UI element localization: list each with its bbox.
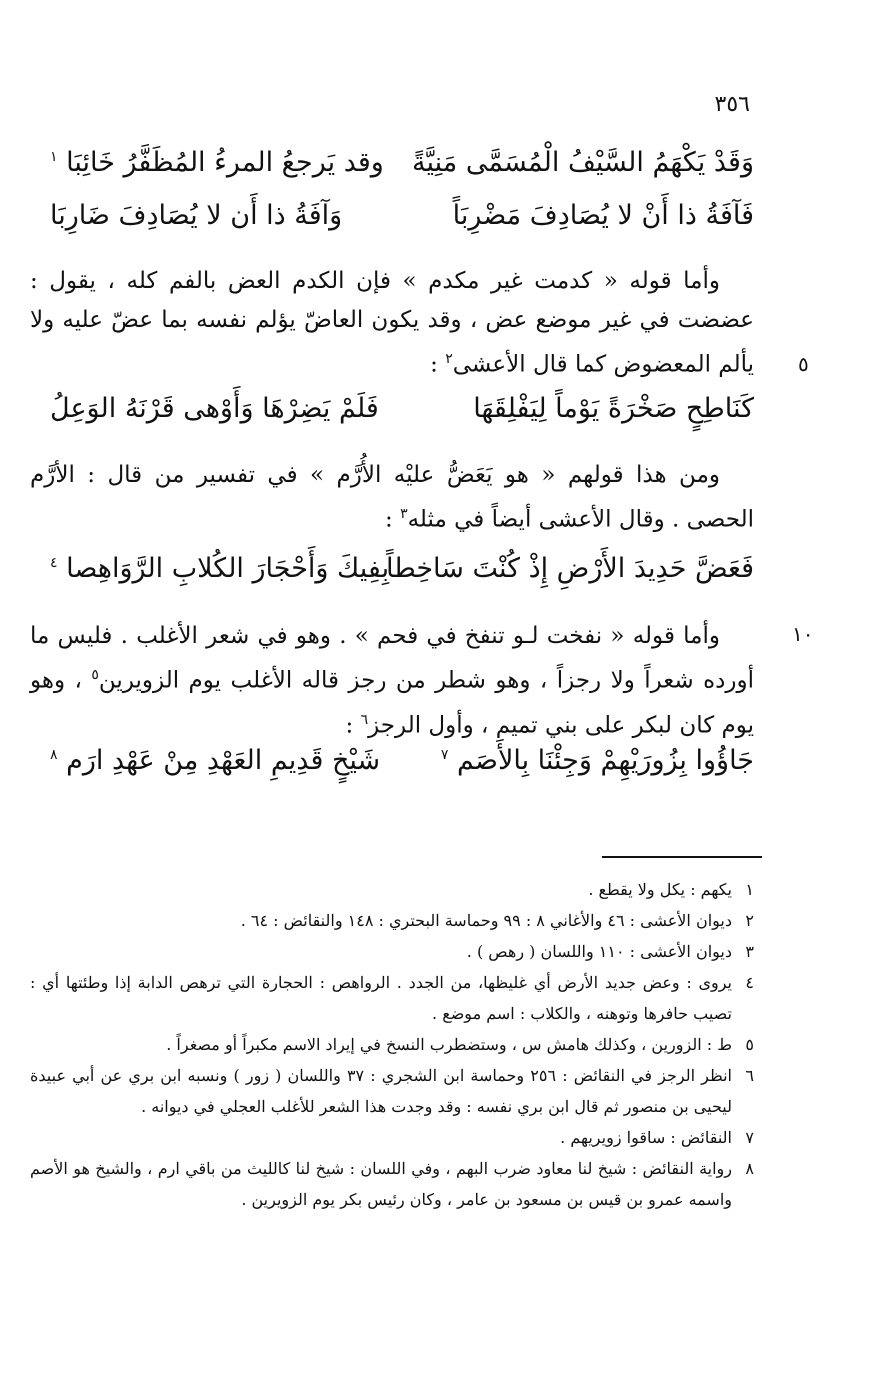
line-number-10: ١٠ xyxy=(792,622,814,646)
footnote-number: ٧ xyxy=(745,1128,754,1147)
footnote-number: ٢ xyxy=(745,911,754,930)
verse-2-first-hemistich: فَآفَةُ ذا أَنْ لا يُصَادِفَ مَضْرِبَاً xyxy=(452,200,754,231)
verse-3-first-hemistich: كَنَاطِحٍ صَخْرَةً يَوْماً لِيَفْلِقَهَا xyxy=(473,393,754,424)
verse-3-second-hemistich: فَلَمْ يَضِرْهَا وَأَوْهى قَرْنَهُ الوَعِلُ xyxy=(50,393,379,424)
footnote-text: النقائض : ساقوا زويريهم . xyxy=(560,1128,732,1147)
verse-2-second-hemistich: وَآفَةُ ذا أَن لا يُصَادِفَ ضَارِبَا xyxy=(50,200,343,231)
footnote-marker-2[interactable]: ٢ xyxy=(445,351,453,367)
footnote-text: رواية النقائض : شيخ لنا معاود ضرب البهم ، وفي اللسان : شيخ لنا كالليث من باقي ارم ، والشيخ هو الأصم واسمه عمرو بن قيس بن مسعود بن عامر ، وكان رئيس بكر يوم الزويرين . xyxy=(30,1159,732,1209)
verse-3 xyxy=(50,393,754,441)
footnote-marker-3[interactable]: ٣ xyxy=(400,506,408,522)
paragraph-3: وأما قوله « نفخت لـو تنفخ في فحم » . وهو في شعر الأغلب . فليس ما أورده شعراً ولا رجزاً ، وهو شطر من رجز قاله الأغلب يوم الزويرين$^٥$ ، وهو يوم كان لبكر على بني تميم ، وأول الرجز$^٦$ : xyxy=(30,623,754,739)
verse-4-second-hemistich: بِفِيكَ وَأَحْجَارَ الكُلابِ الرَّوَاهِصا $^٤$ xyxy=(50,553,390,584)
footnote-marker-6[interactable]: ٦ xyxy=(360,711,369,728)
footnotes xyxy=(30,874,754,1215)
footnote-1 xyxy=(30,874,754,905)
footnote-text: يكهم : يكل ولا يقطع . xyxy=(588,880,732,899)
verse-4-first-hemistich: فَعَضَّ حَدِيدَ الأَرْضِ إِذْ كُنْتَ سَاخِطاً xyxy=(385,553,754,584)
footnote-2 xyxy=(30,905,754,936)
page-number: ٣٥٦ xyxy=(714,92,750,117)
footnote-marker-8[interactable]: ٨ xyxy=(50,747,58,763)
footnote-number: ٦ xyxy=(745,1066,754,1085)
verse-5-first-hemistich: جَاؤُوا بِزُورَيْهِمْ وَجِئْنَا بِالأَصَم $^٧$ xyxy=(440,745,754,776)
footnote-marker-7[interactable]: ٧ xyxy=(440,747,449,763)
paragraph-1: وأما قوله « كدمت غير مكدم » فإن الكدم العض بالفم كله ، يقول : عضضت في غير موضع عض ، وقد يكون العاضّ يؤلم نفسه بما عضّ عليه ولا يألم المعضوض كما قال الأعشى$^٢$ : xyxy=(30,268,754,378)
footnote-number: ٥ xyxy=(745,1035,754,1054)
footnote-3 xyxy=(30,936,754,967)
footnote-number: ٨ xyxy=(745,1159,754,1178)
footnote-7 xyxy=(30,1122,754,1153)
footnote-5 xyxy=(30,1029,754,1060)
paragraph-2: ومن هذا قولهم « هو يَعَضُّ عليْه الأُرَّم » في تفسير من قال : الأرَّم الحصى . وقال الأعشى أيضاً في مثله$^٣$ : xyxy=(30,462,754,533)
footnote-text: ديوان الأعشى : ١١٠ واللسان ( رهص ) . xyxy=(466,942,732,961)
verse-5-second-hemistich: شَيْخٍ قَدِيمِ العَهْدِ مِنْ عَهْدِ ارَم $^٨$ xyxy=(50,745,381,776)
footnote-marker-1[interactable]: ١ xyxy=(50,149,58,165)
footnote-number: ١ xyxy=(745,880,754,899)
verse-5 xyxy=(50,745,754,793)
footnote-text: انظر الرجز في النقائض : ٢٥٦ وحماسة ابن الشجري : ٣٧ واللسان ( زور ) ونسبه ابن بري عن أبي عبيدة ليحيى بن منصور ثم قال ابن بري نفسه : وقد وجدت هذا الشعر للأغلب العجلي في ديوانه . xyxy=(30,1066,732,1116)
verse-4 xyxy=(50,553,754,601)
footnote-6 xyxy=(30,1060,754,1122)
footnote-4 xyxy=(30,967,754,1029)
footnote-8 xyxy=(30,1153,754,1215)
verse-2 xyxy=(50,200,754,248)
footnote-marker-5[interactable]: ٥ xyxy=(91,667,99,683)
footnote-text: ديوان الأعشى : ٤٦ والأغاني ٨ : ٩٩ وحماسة البحتري : ١٤٨ والنقائض : ٦٤ . xyxy=(240,911,732,930)
verse-1-first-hemistich: وَقَدْ يَكْهَمُ السَّيْفُ الْمُسَمَّى مَنِيَّةً xyxy=(412,147,754,178)
line-number-5: ٥ xyxy=(798,352,809,376)
footnote-number: ٣ xyxy=(745,942,754,961)
footnote-text: يروى : وعض جديد الأرض أي غليظها، من الجدد . الرواهص : الحجارة التي ترهص الدابة إذا وطئتها أي : تصيب حافرها وتوهنه ، والكلاب : اسم موضع . xyxy=(30,973,732,1023)
footnote-number: ٤ xyxy=(745,973,754,992)
verse-1 xyxy=(50,147,754,195)
footnote-text: ط : الزورين ، وكذلك هامش س ، وستضطرب النسخ في إيراد الاسم مكبراً أو مصغراً . xyxy=(166,1035,732,1054)
footnote-divider xyxy=(602,856,762,858)
footnote-marker-4[interactable]: ٤ xyxy=(50,555,58,571)
verse-1-second-hemistich: وقد يَرجعُ المرءُ المُظَفَّرُ خَائِبَا $^١$ xyxy=(50,147,384,178)
